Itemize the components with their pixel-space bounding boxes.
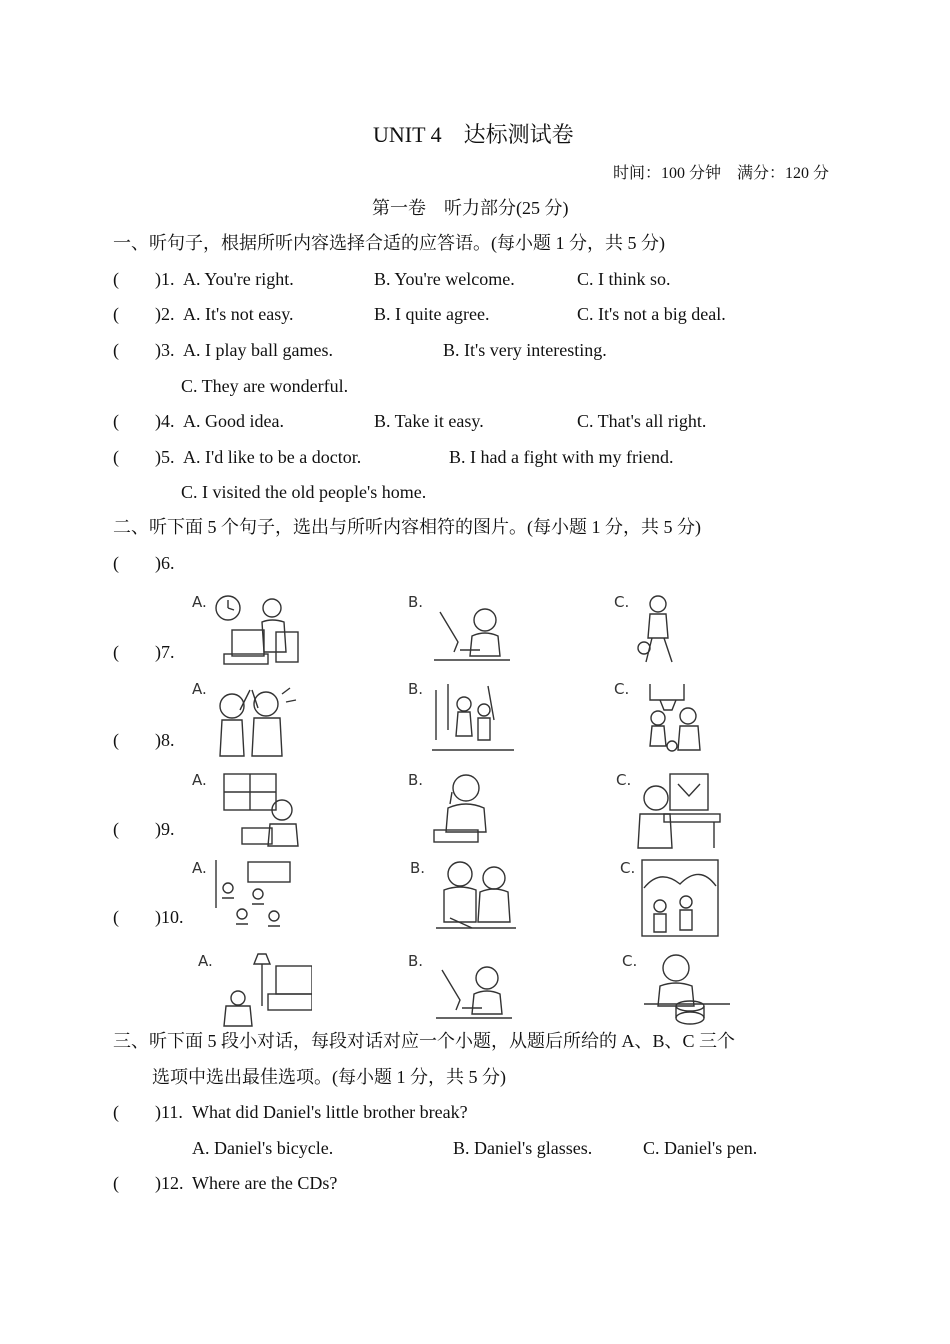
boy-studying-by-window-picture [218, 770, 308, 850]
q4-option-a: A. Good idea. [183, 411, 284, 431]
boy-on-phone-picture [426, 770, 516, 850]
part-title: 第一卷 听力部分(25 分) [372, 198, 569, 218]
q11-number: ( )11. [113, 1102, 183, 1122]
section-2-heading: 二、听下面 5 个句子，选出与所听内容相符的图片。(每小题 1 分，共 5 分) [113, 517, 701, 537]
girl-at-computer-picture-2 [432, 950, 522, 1030]
q8-letter-b: B. [408, 771, 424, 789]
q10-number: ( )10. [113, 907, 184, 927]
q4-option-b: B. Take it easy. [374, 411, 484, 431]
q9-letter-a: A. [192, 859, 207, 877]
q10-letter-a: A. [198, 952, 213, 970]
q1-number: ( )1. [113, 269, 175, 289]
q7-number: ( )7. [113, 642, 175, 662]
q11-option-b: B. Daniel's glasses. [453, 1138, 593, 1158]
q9-letter-b: B. [410, 859, 426, 877]
q10-letter-b: B. [408, 952, 424, 970]
q6-letter-c: C. [614, 593, 630, 611]
section-3-heading-line-1: 三、听下面 5 段小对话，每段对话对应一个小题，从题后所给的 A、B、C 三个 [113, 1031, 736, 1051]
q2-number: ( )2. [113, 304, 175, 324]
q3-number: ( )3. [113, 340, 175, 360]
q11-question: What did Daniel's little brother break? [192, 1102, 468, 1122]
q4-option-c: C. That's all right. [577, 411, 707, 431]
q5-number: ( )5. [113, 447, 175, 467]
q3-option-b: B. It's very interesting. [443, 340, 607, 360]
q1-option-b: B. You're welcome. [374, 269, 515, 289]
q2-option-b: B. I quite agree. [374, 304, 490, 324]
classroom-kids-picture [208, 858, 298, 938]
boy-with-cake-picture [642, 950, 732, 1030]
girl-and-boy-reading-picture [430, 858, 520, 938]
kids-in-forest-picture [640, 858, 730, 938]
living-room-tv-picture [222, 950, 312, 1030]
q8-number: ( )8. [113, 730, 175, 750]
people-in-park-picture [428, 680, 518, 760]
q2-option-c: C. It's not a big deal. [577, 304, 726, 324]
q7-letter-a: A. [192, 680, 207, 698]
boy-watching-tv-clock-picture [214, 592, 304, 672]
q7-letter-b: B. [408, 680, 424, 698]
q8-letter-a: A. [192, 771, 207, 789]
two-people-high-five-picture [210, 680, 300, 760]
boy-playing-basketball-picture [630, 592, 720, 672]
q6-letter-b: B. [408, 593, 424, 611]
q11-option-c: C. Daniel's pen. [643, 1138, 758, 1158]
q3-option-c: C. They are wonderful. [181, 376, 349, 396]
boy-at-computer-email-picture [634, 770, 724, 850]
q5-option-b: B. I had a fight with my friend. [449, 447, 674, 467]
q1-option-c: C. I think so. [577, 269, 671, 289]
time-score-info: 时间：100 分钟 满分：120 分 [613, 165, 830, 182]
q9-letter-c: C. [620, 859, 636, 877]
q12-number: ( )12. [113, 1173, 184, 1193]
q10-letter-c: C. [622, 952, 638, 970]
q11-option-a: A. Daniel's bicycle. [192, 1138, 334, 1158]
q6-letter-a: A. [192, 593, 207, 611]
section-3-heading-line-2: 选项中选出最佳选项。(每小题 1 分，共 5 分) [152, 1067, 506, 1087]
q2-option-a: A. It's not easy. [183, 304, 294, 324]
section-1-heading: 一、听句子，根据所听内容选择合适的应答语。(每小题 1 分，共 5 分) [113, 233, 665, 253]
kids-basketball-court-picture [636, 680, 726, 760]
q8-letter-c: C. [616, 771, 632, 789]
q5-option-a: A. I'd like to be a doctor. [183, 447, 362, 467]
q9-number: ( )9. [113, 819, 175, 839]
q1-option-a: A. You're right. [183, 269, 294, 289]
girl-at-computer-picture [430, 592, 520, 672]
q5-option-c: C. I visited the old people's home. [181, 482, 427, 502]
q3-option-a: A. I play ball games. [183, 340, 333, 360]
q7-letter-c: C. [614, 680, 630, 698]
q6-number: ( )6. [113, 553, 175, 573]
q4-number: ( )4. [113, 411, 175, 431]
page-title: UNIT 4 达标测试卷 [373, 122, 574, 147]
q12-question: Where are the CDs? [192, 1173, 338, 1193]
